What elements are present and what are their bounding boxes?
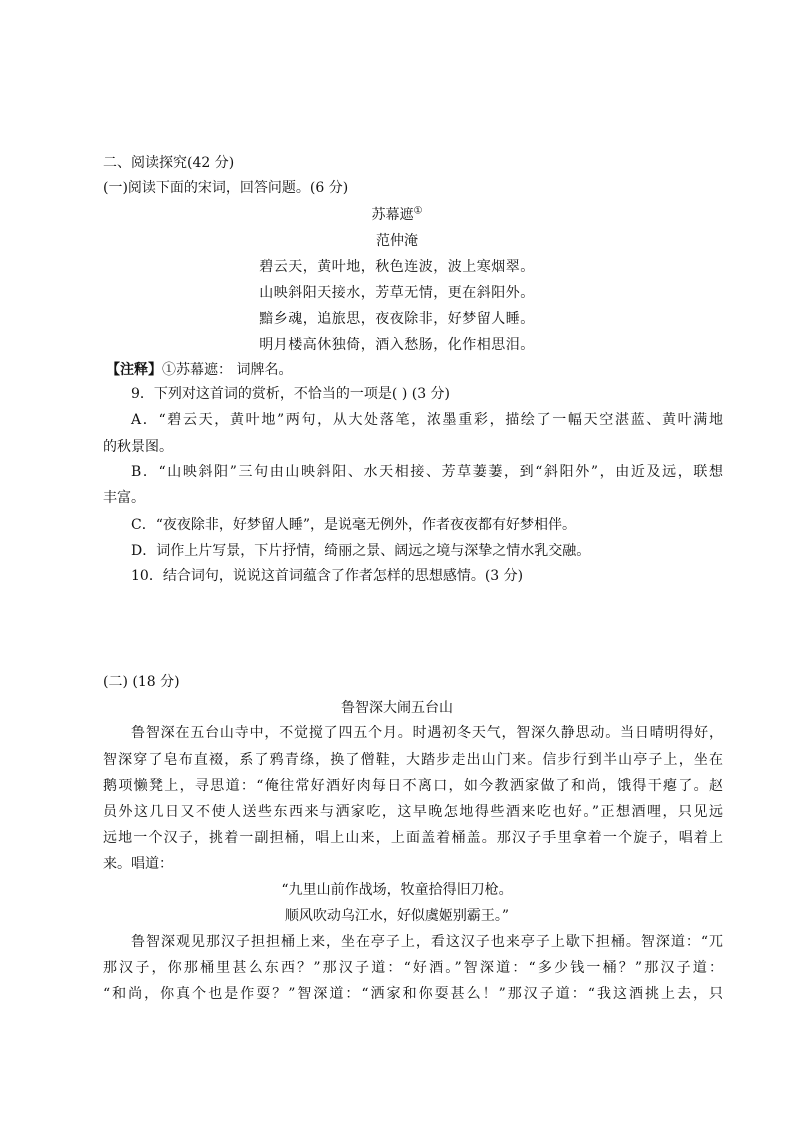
poem-title-note-mark: ①	[413, 205, 423, 217]
q9-option-b-line1: B．“山映斜阳”三句由山映斜阳、水天相接、芳草萋萋，到“斜阳外”，由近及远，联想	[131, 464, 723, 480]
q9-stem: 9．下列对这首词的赏析，不恰当的一项是( ) (3 分)	[131, 386, 451, 402]
poem-line-2: 山映斜阳天接水，芳草无情，更在斜阳外。	[259, 285, 535, 301]
q9-option-a-line2: 的秋景图。	[103, 439, 173, 455]
section-heading: 二、阅读探究(42 分)	[103, 155, 235, 171]
para1-line-5: 远地一个汉子，挑着一副担桶，唱上山来，上面盖着桶盖。那汉子手里拿着一个旋子，唱着上	[103, 830, 723, 846]
poem-note	[106, 360, 292, 380]
para1-line-6: 来。唱道：	[103, 856, 173, 872]
q9-option-d: D．词作上片写景，下片抒情，绮丽之景、阔远之境与深挚之情水乳交融。	[131, 543, 591, 559]
part1-intro: (一)阅读下面的宋词，回答问题。(6 分)	[103, 180, 349, 196]
song-line-2: 顺风吹动乌江水，好似虞姬别霸王。”	[284, 908, 510, 924]
poem-line-4: 明月楼高休独倚，酒入愁肠，化作相思泪。	[259, 337, 535, 353]
para2-line-2: 那汉子，你那桶里甚么东西？”那汉子道：“好酒。”智深道：“多少钱一桶？”那汉子道：	[103, 960, 723, 976]
poem-author: 范仲淹	[376, 233, 418, 249]
note-text: ①苏幕遮： 词牌名。	[162, 362, 293, 378]
part2-intro: (二) (18 分)	[103, 674, 180, 690]
para1-line-1: 鲁智深在五台山寺中，不觉搅了四五个月。时遇初冬天气，智深久静思动。当日晴明得好，	[131, 725, 723, 741]
q10-stem: 10．结合词句，说说这首词蕴含了作者怎样的思想感情。(3 分)	[131, 568, 524, 584]
para1-line-3: 鹅项懒凳上，寻思道：“俺往常好酒好肉每日不离口，如今教洒家做了和尚，饿得干瘪了。赵	[103, 778, 723, 794]
poem-title-text: 苏幕遮	[371, 207, 414, 223]
para1-line-2: 智深穿了皂布直裰，系了鸦青绦，换了僧鞋，大踏步走出山门来。信步行到半山亭子上，坐在	[103, 752, 723, 768]
q9-option-c: C．“夜夜除非，好梦留人睡”，是说毫无例外，作者夜夜都有好梦相伴。	[131, 517, 577, 533]
poem-title	[0, 205, 794, 225]
para2-line-3: “和尚，你真个也是作耍？”智深道：“洒家和你耍甚么！”那汉子道：“我这酒挑上去，只	[103, 986, 723, 1002]
poem-line-3: 黯乡魂，追旅思，夜夜除非，好梦留人睡。	[259, 311, 535, 327]
q9-option-b-line2: 丰富。	[103, 490, 145, 506]
para2-line-1: 鲁智深观见那汉子担担桶上来，坐在亭子上，看这汉子也来亭子上歇下担桶。智深道：“兀	[131, 934, 723, 950]
para1-line-4: 员外这几日又不使人送些东西来与洒家吃，这早晚怎地得些酒来吃也好。”正想酒哩，只见远	[103, 804, 723, 820]
q9-option-a-line1: A．“碧云天，黄叶地”两句，从大处落笔，浓墨重彩，描绘了一幅天空湛蓝、黄叶满地	[131, 412, 723, 428]
part2-title: 鲁智深大闹五台山	[341, 700, 453, 716]
note-label: 【注释】	[106, 362, 162, 378]
song-line-1: “九里山前作战场，牧童拾得旧刀枪。	[281, 882, 513, 898]
poem-line-1: 碧云天，黄叶地，秋色连波，波上寒烟翠。	[259, 259, 535, 275]
